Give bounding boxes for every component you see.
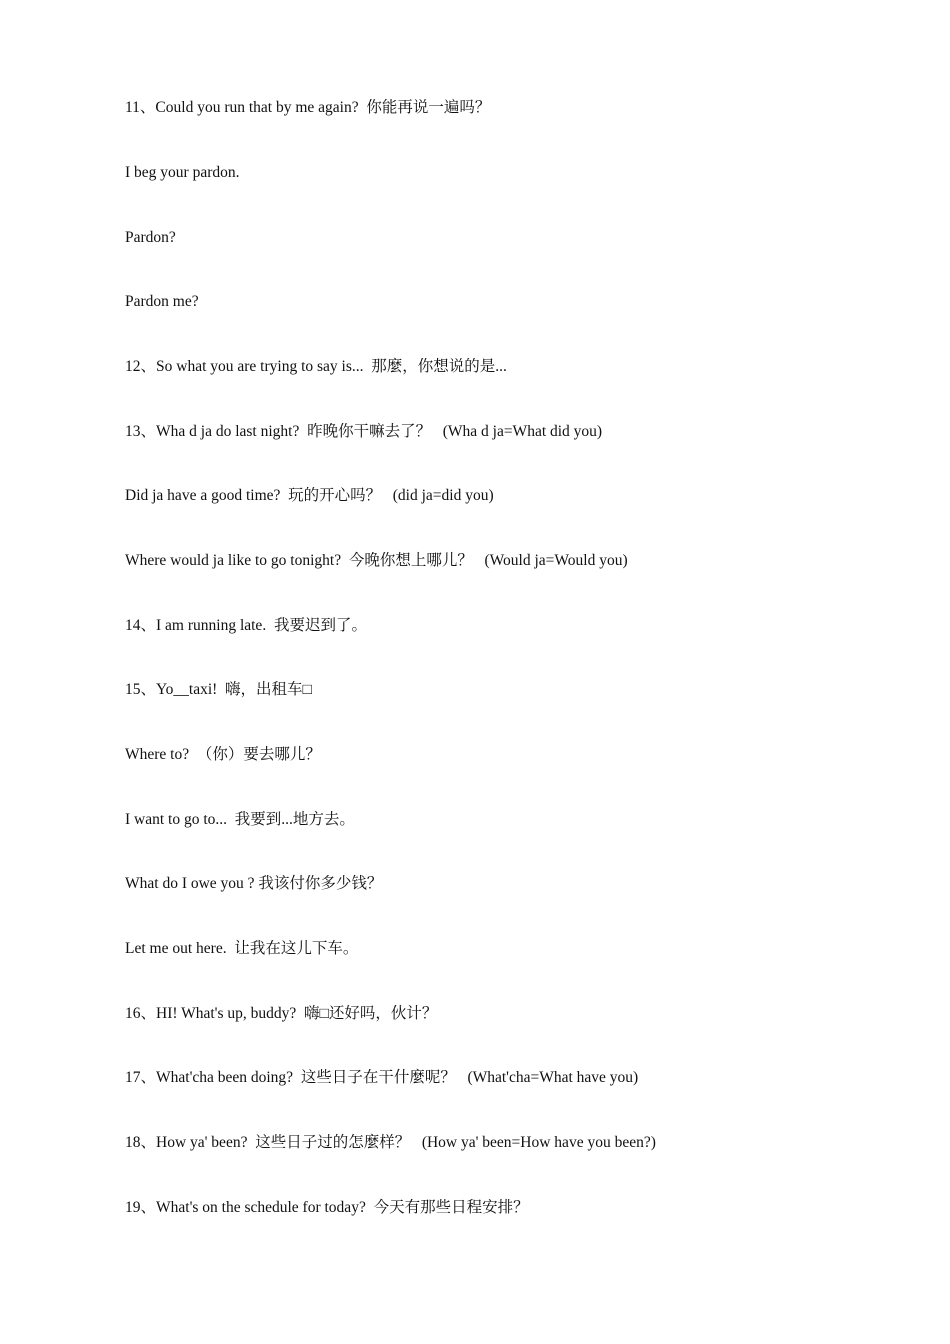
phrase-line-good-time: Did ja have a good time? 玩的开心吗？ (did ja=did you) xyxy=(125,487,494,504)
phrase-line-14-running-late: 14、I am running late. 我要迟到了。 xyxy=(125,617,367,634)
phrase-line-beg-your-pardon: I beg your pardon. xyxy=(125,164,240,181)
phrase-line-16-whats-up: 16、HI! What's up, buddy? 嗨□还好吗，伙计？ xyxy=(125,1005,438,1022)
phrase-line-18-how-ya-been: 18、How ya' been? 这些日子过的怎麼样？ (How ya' been=How have you been?) xyxy=(125,1134,656,1151)
phrase-line-where-to: Where to? （你）要去哪儿？ xyxy=(125,746,321,763)
phrase-line-let-me-out: Let me out here. 让我在这儿下车。 xyxy=(125,940,359,957)
phrase-line-17-whatcha-been-doing: 17、What'cha been doing? 这些日子在干什麼呢？ (What'cha=What have you) xyxy=(125,1069,639,1086)
phrase-line-19-schedule: 19、What's on the schedule for today? 今天有那些日程安排？ xyxy=(125,1199,529,1216)
phrase-line-pardon-me: Pardon me? xyxy=(125,293,199,310)
phrase-line-12-trying-to-say: 12、So what you are trying to say is... 那麼，你想说的是... xyxy=(125,358,507,375)
phrase-line-pardon: Pardon? xyxy=(125,229,176,246)
phrase-line-15-taxi: 15、Yo__taxi! 嗨，出租车□ xyxy=(125,681,312,698)
phrase-line-13-last-night: 13、Wha d ja do last night? 昨晚你干嘛去了？ (Wha d ja=What did you) xyxy=(125,423,603,440)
phrase-line-want-to-go: I want to go to... 我要到...地方去。 xyxy=(125,811,355,828)
phrase-line-11-could-you-run-that: 11、Could you run that by me again? 你能再说一遍吗？ xyxy=(125,99,491,116)
phrase-line-what-do-i-owe: What do I owe you ? 我该付你多少钱？ xyxy=(125,875,383,892)
phrase-line-go-tonight: Where would ja like to go tonight? 今晚你想上哪儿？ (Would ja=Would you) xyxy=(125,552,628,569)
